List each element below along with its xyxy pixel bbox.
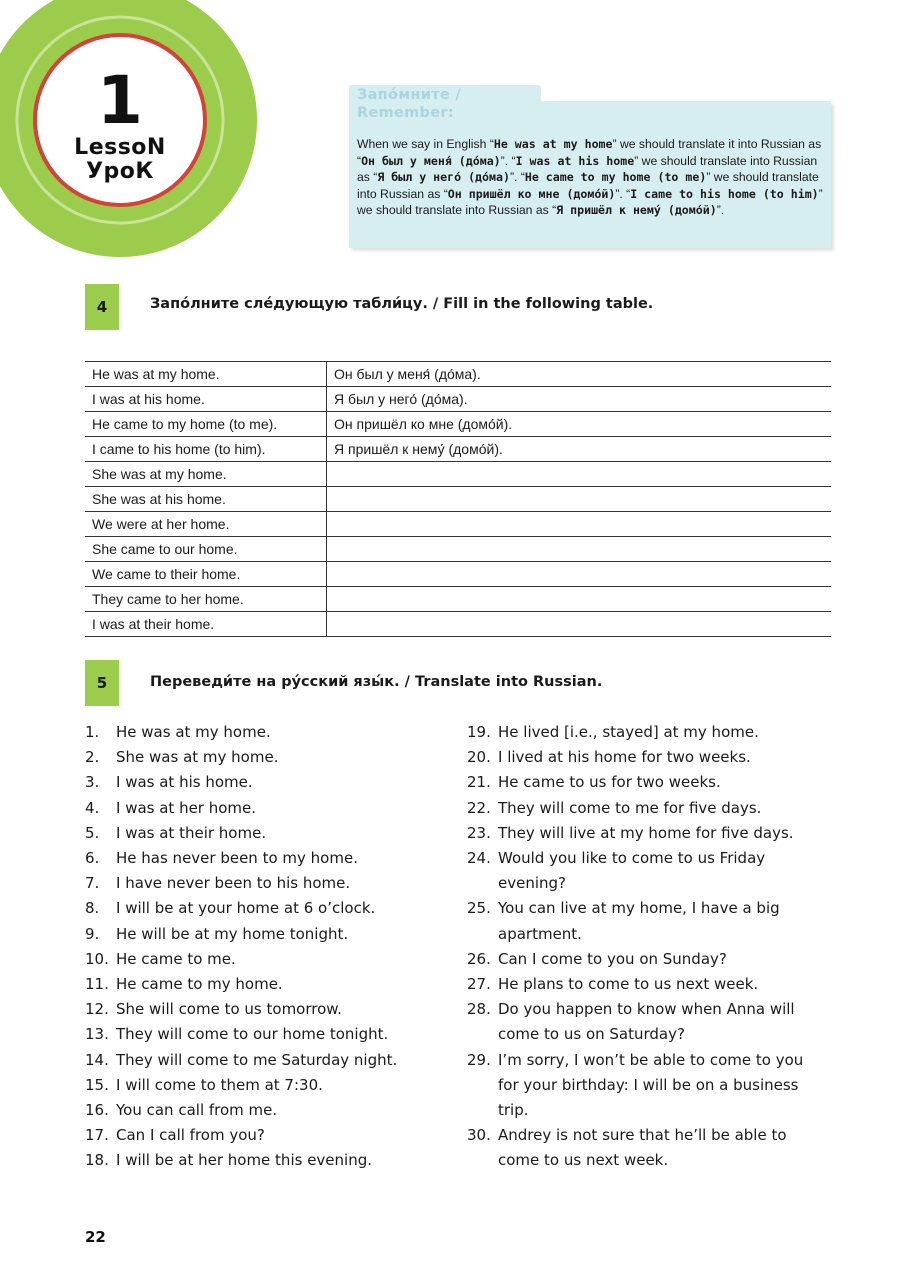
item-text-line: I was at her home. [116,798,257,817]
item-number: 12. [85,1000,109,1019]
remember-text-part: ” we should translate into Russian as “ [357,170,819,201]
english-cell: They came to her home. [85,587,327,612]
lesson-word-en: LessoN [74,135,166,160]
english-cell: She was at my home. [85,462,327,487]
item-text-line: You can call from me. [116,1101,278,1120]
english-cell: She was at his home. [85,487,327,512]
russian-cell[interactable] [327,487,832,512]
list-item [467,770,827,795]
item-text-line: They will come to me Saturday night. [116,1050,398,1069]
item-number: 28. [467,1000,491,1019]
table-row [85,537,831,562]
list-item [85,770,455,795]
list-item [85,972,455,997]
item-text-line: I was at his home. [116,773,253,792]
remember-example: He was at my home [493,137,613,151]
item-number: 1. [85,723,100,741]
remember-text-part: ” we should translate it into Russian as “ [357,137,822,168]
item-number: 27. [467,975,491,994]
list-item [85,1048,455,1073]
list-item [467,821,827,846]
list-item [85,896,455,921]
english-cell: I was at his home. [85,387,327,412]
item-number: 3. [85,773,100,792]
list-item [85,1148,455,1173]
list-item [467,997,827,1047]
list-item [85,1022,455,1047]
item-text-line: Can I come to you on Sunday? [498,949,727,968]
remember-text-part: ”. “ [509,170,525,184]
table-row [85,512,831,537]
list-item [85,997,455,1022]
item-number: 16. [85,1101,109,1120]
russian-cell[interactable] [327,512,832,537]
russian-cell[interactable] [327,537,832,562]
remember-text-part: ” we should translate into Russian as “ [357,153,818,184]
sentence-list-right [467,720,827,1174]
russian-cell: Он пришёл ко мне (домо́й). [327,412,832,437]
item-number: 19. [467,723,491,741]
item-number: 30. [467,1126,491,1145]
remember-title [357,86,557,122]
remember-text-part: ”. “ [500,153,516,168]
remember-example: I came to his home (to him) [630,186,819,201]
item-text-line: trip. [498,1101,529,1120]
item-text-line: You can live at my home, I have a big [498,899,780,918]
english-cell: He was at my home. [85,362,327,387]
russian-cell[interactable] [327,587,832,612]
item-text-line: I’m sorry, I won’t be able to come to you [498,1050,804,1069]
remember-title-ru: Запо́мните / [357,87,461,103]
item-number: 24. [467,849,491,868]
item-text-line: They will come to our home tonight. [116,1025,389,1044]
remember-example: Он был у меня́ (до́ма) [361,153,501,168]
item-text-line: They will live at my home for five days. [498,823,794,842]
item-text-line: I will be at her home this evening. [116,1151,372,1170]
exercise-5-number: 5 [85,660,119,706]
item-text-line: He has never been to my home. [116,849,358,868]
item-number: 20. [467,748,491,767]
list-item [467,972,827,997]
item-text-line: He will be at my home tonight. [116,924,349,943]
remember-example: Он пришёл ко мне (домо́й) [447,186,616,201]
list-item [85,796,455,821]
item-text-line: I was at their home. [116,823,267,842]
item-text-line: He came to me. [116,949,236,968]
item-number: 8. [85,899,100,918]
item-text-line: for your birthday: I will be on a business [498,1075,799,1094]
list-item [467,896,827,946]
item-number: 15. [85,1075,109,1094]
sentence-list-left [85,720,455,1174]
remember-example: Я был у него́ (до́ма) [377,170,510,184]
lesson-word-ru: УроК [86,159,154,184]
russian-cell[interactable] [327,462,832,487]
item-text-line: Would you like to come to us Friday [498,849,766,868]
list-item [85,821,455,846]
table-row [85,587,831,612]
list-item [85,1123,455,1148]
table-row [85,462,831,487]
table-row [85,487,831,512]
table-row [85,362,831,387]
translation-table [85,361,831,637]
item-number: 9. [85,924,100,943]
item-text-line: He was at my home. [116,723,271,741]
item-text-line: I have never been to his home. [116,874,351,893]
english-cell: We were at her home. [85,512,327,537]
remember-example: Я пришёл к нему́ (домо́й) [556,203,717,217]
list-item [85,1098,455,1123]
lesson-number: 1 [97,62,143,139]
english-cell: She came to our home. [85,537,327,562]
list-item [85,871,455,896]
item-number: 25. [467,899,491,918]
english-cell: He came to my home (to me). [85,412,327,437]
item-number: 18. [85,1151,109,1170]
remember-text-part: When we say in English “ [357,137,494,151]
item-number: 29. [467,1050,491,1069]
list-item [467,796,827,821]
item-number: 5. [85,823,100,842]
item-text-line: He lived [i.e., stayed] at my home. [498,723,759,741]
russian-cell: Я был у него́ (до́ма). [327,387,832,412]
item-number: 11. [85,975,109,994]
list-item [85,846,455,871]
russian-cell[interactable] [327,612,832,637]
table-row [85,612,831,637]
remember-title-en: Remember: [357,105,454,121]
item-text-line: come to us on Saturday? [498,1025,685,1044]
item-number: 13. [85,1025,109,1044]
list-item [467,745,827,770]
russian-cell: Он был у меня́ (до́ма). [327,362,832,387]
russian-cell[interactable] [327,562,832,587]
list-item [85,947,455,972]
item-number: 6. [85,849,100,868]
lesson-badge [0,0,260,260]
table-row [85,437,831,462]
list-item [467,846,827,896]
remember-text-part: ” we should translate into Russian as “ [357,186,823,217]
remember-text-part: ”. [716,203,725,217]
page-number: 22 [85,1228,106,1246]
list-item [467,947,827,972]
exercise-4-number: 4 [85,284,119,330]
remember-text-part: ”. “ [615,186,631,201]
item-text-line: He came to us for two weeks. [498,773,721,792]
item-text-line: They will come to me for five days. [498,798,762,817]
item-number: 7. [85,874,100,893]
table-row [85,412,831,437]
list-item [85,745,455,770]
list-item [85,720,455,745]
item-number: 21. [467,773,491,792]
item-number: 2. [85,748,100,767]
item-number: 22. [467,798,491,817]
exercise-4-title: Запо́лните сле́дующую табли́цу. / Fill in the following table. [150,296,654,312]
english-cell: We came to their home. [85,562,327,587]
item-text-line: Do you happen to know when Anna will [498,1000,795,1019]
item-text-line: I will be at your home at 6 o’clock. [116,899,376,918]
list-item [467,1048,827,1124]
item-text-line: apartment. [498,924,582,943]
english-cell: I was at their home. [85,612,327,637]
russian-cell: Я пришёл к нему́ (домо́й). [327,437,832,462]
item-text-line: She was at my home. [116,748,279,767]
table-row [85,562,831,587]
item-text-line: Can I call from you? [116,1126,265,1145]
item-number: 17. [85,1126,109,1145]
item-number: 23. [467,823,491,842]
item-text-line: He plans to come to us next week. [498,975,759,994]
exercise-5-title: Переведи́те на ру́сский язы́к. / Translate into Russian. [150,674,603,690]
item-text-line: He came to my home. [116,975,283,994]
item-number: 10. [85,949,109,968]
list-item [467,720,827,745]
item-text-line: I lived at his home for two weeks. [498,748,751,767]
item-text-line: Andrey is not sure that he’ll be able to [498,1126,787,1145]
item-text-line: come to us next week. [498,1151,669,1170]
list-item [85,1073,455,1098]
item-number: 14. [85,1050,109,1069]
remember-text [357,136,823,219]
item-text-line: I will come to them at 7:30. [116,1075,323,1094]
remember-example: He came to my home (to me) [524,170,707,184]
list-item [85,922,455,947]
english-cell: I came to his home (to him). [85,437,327,462]
item-number: 26. [467,949,491,968]
item-number: 4. [85,798,100,817]
list-item [467,1123,827,1173]
remember-example: I was at his home [515,153,635,168]
table-row [85,387,831,412]
item-text-line: evening? [498,874,566,893]
item-text-line: She will come to us tomorrow. [116,1000,342,1019]
